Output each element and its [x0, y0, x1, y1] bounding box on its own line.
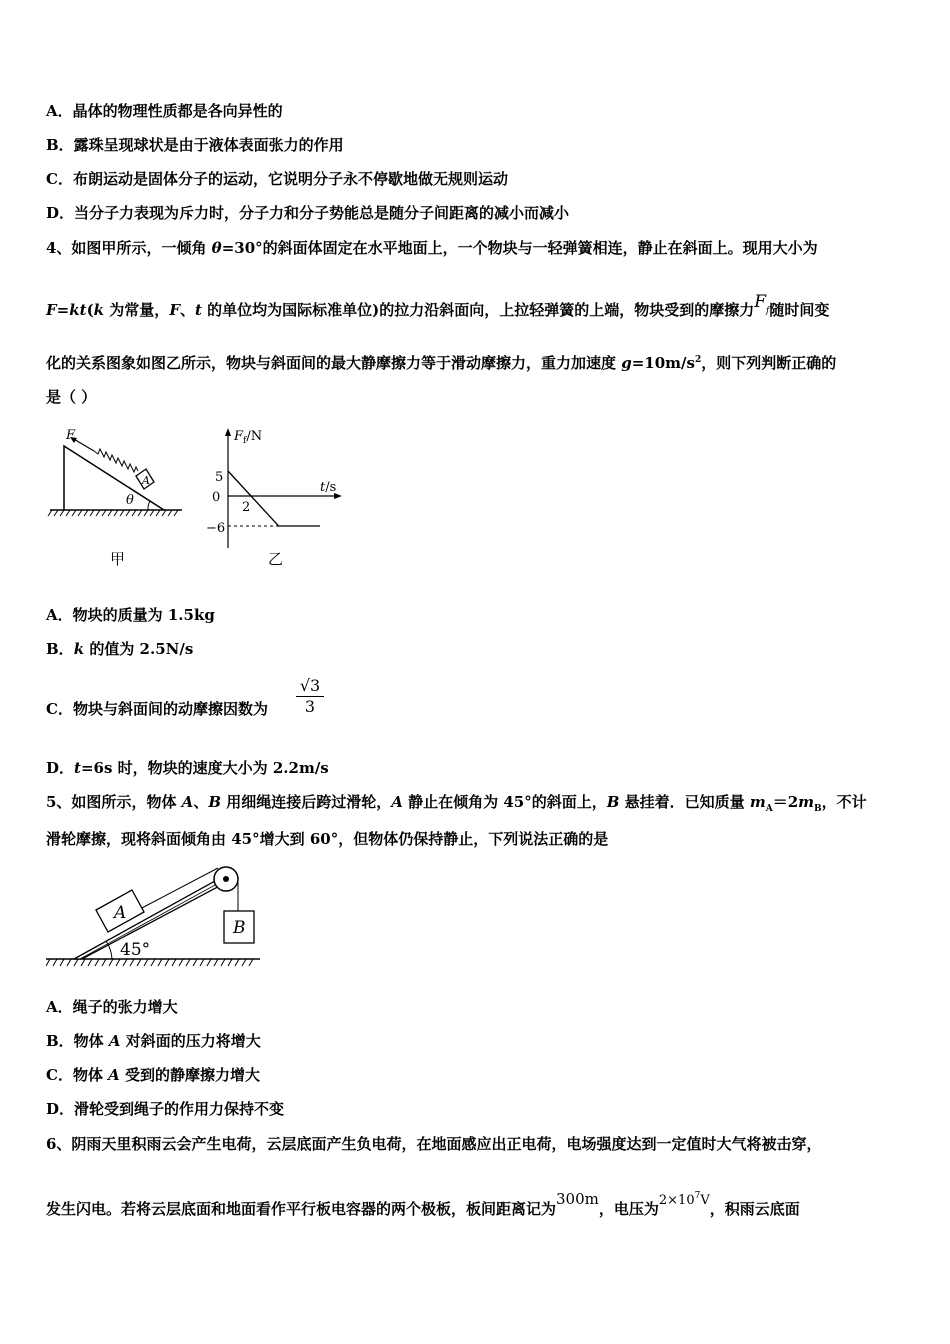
q4-yi-xlabel: t/s [320, 480, 337, 495]
q4-yi-tick-0: 0 [212, 490, 221, 505]
fraction-numerator: √3 [296, 676, 324, 697]
q5-stem-line2: 滑轮摩擦，现将斜面倾角由 45°增大到 60°，但物体仍保持静止，下列说法正确的是 [46, 830, 609, 848]
q4-jia-label-f: F [66, 428, 76, 443]
q4-yi-tick-5: 5 [215, 470, 224, 485]
q6-stem-line2: 发生闪电。若将云层底面和地面看作平行板电容器的两个极板，板间距离记为300m，电压为$2\times 10^7V$，积雨云底面 [46, 1190, 800, 1218]
q4-stem-line4: 是（ ） [46, 388, 97, 406]
q4-option-c-fraction [296, 676, 324, 717]
q6-stem-line1: 6、阴雨天里积雨云会产生电荷，云层底面产生负电荷，在地面感应出正电荷，电场强度达到一定值时大气将被击穿， [46, 1135, 822, 1153]
q5-option-b: B．物体 A 对斜面的压力将增大 [46, 1032, 261, 1050]
q4-yi-caption: 乙 [268, 550, 284, 568]
q4-jia-caption: 甲 [110, 550, 126, 568]
q5-fig-label-angle: 45° [120, 940, 151, 960]
q4-option-d: D．t=6s 时，物块的速度大小为 2.2m/s [46, 759, 329, 777]
q4-figure-yi [200, 424, 360, 574]
q4-stem-line1: 4、如图甲所示，一倾角 θ=30°的斜面体固定在水平地面上，一个物块与一轻弹簧相连，静止在斜面上。现用大小为 [46, 239, 818, 257]
q3-option-a: A．晶体的物理性质都是各向异性的 [46, 102, 283, 120]
q4-yi-ylabel: $F_f/N$ [234, 429, 263, 446]
q5-figure [46, 858, 266, 970]
q4-yi-tick-m6: −6 [206, 521, 226, 536]
q4-yi-tick-2: 2 [242, 500, 251, 515]
q4-jia-label-a: A [142, 474, 150, 487]
q4-yi-series-line [228, 471, 320, 526]
q5-fig-label-a: A [114, 903, 127, 923]
q4-stem-line3: 化的关系图象如图乙所示，物块与斜面间的最大静摩擦力等于滑动摩擦力，重力加速度 $g=10m/s^2$，则下列判断正确的 [46, 354, 837, 372]
q3-option-c: C．布朗运动是固体分子的运动，它说明分子永不停歇地做无规则运动 [46, 170, 508, 188]
q5-stem-line1: 5、如图所示，物体 A、B 用细绳连接后跨过滑轮，A 静止在倾角为 45°的斜面上，B 悬挂着．已知质量 $m_A=2m_B$，不计 [46, 793, 867, 814]
q3-option-d: D．当分子力表现为斥力时，分子力和分子势能总是随分子间距离的减小而减小 [46, 204, 570, 222]
q3-option-b: B．露珠呈现球状是由于液体表面张力的作用 [46, 136, 344, 154]
fraction-denominator: 3 [304, 697, 316, 716]
q4-figure-jia [46, 424, 191, 574]
q4-stem-line2: F=kt(k 为常量，F、t 的单位均为国际标准单位)的拉力沿斜面向，上拉轻弹簧的上端，物块受到的摩擦力$F_f$随时间变 [46, 292, 830, 319]
q4-jia-label-theta: θ [126, 493, 134, 508]
q5-option-a: A．绳子的张力增大 [46, 998, 178, 1016]
q4-option-b: B．k 的值为 2.5N/s [46, 640, 194, 658]
q4-option-c: C．物块与斜面间的动摩擦因数为 [46, 700, 268, 718]
q4-option-a: A．物块的质量为 1.5kg [46, 606, 215, 624]
q5-fig-label-b: B [233, 918, 246, 938]
q5-option-c: C．物体 A 受到的静摩擦力增大 [46, 1066, 261, 1084]
q5-option-d: D．滑轮受到绳子的作用力保持不变 [46, 1100, 285, 1118]
